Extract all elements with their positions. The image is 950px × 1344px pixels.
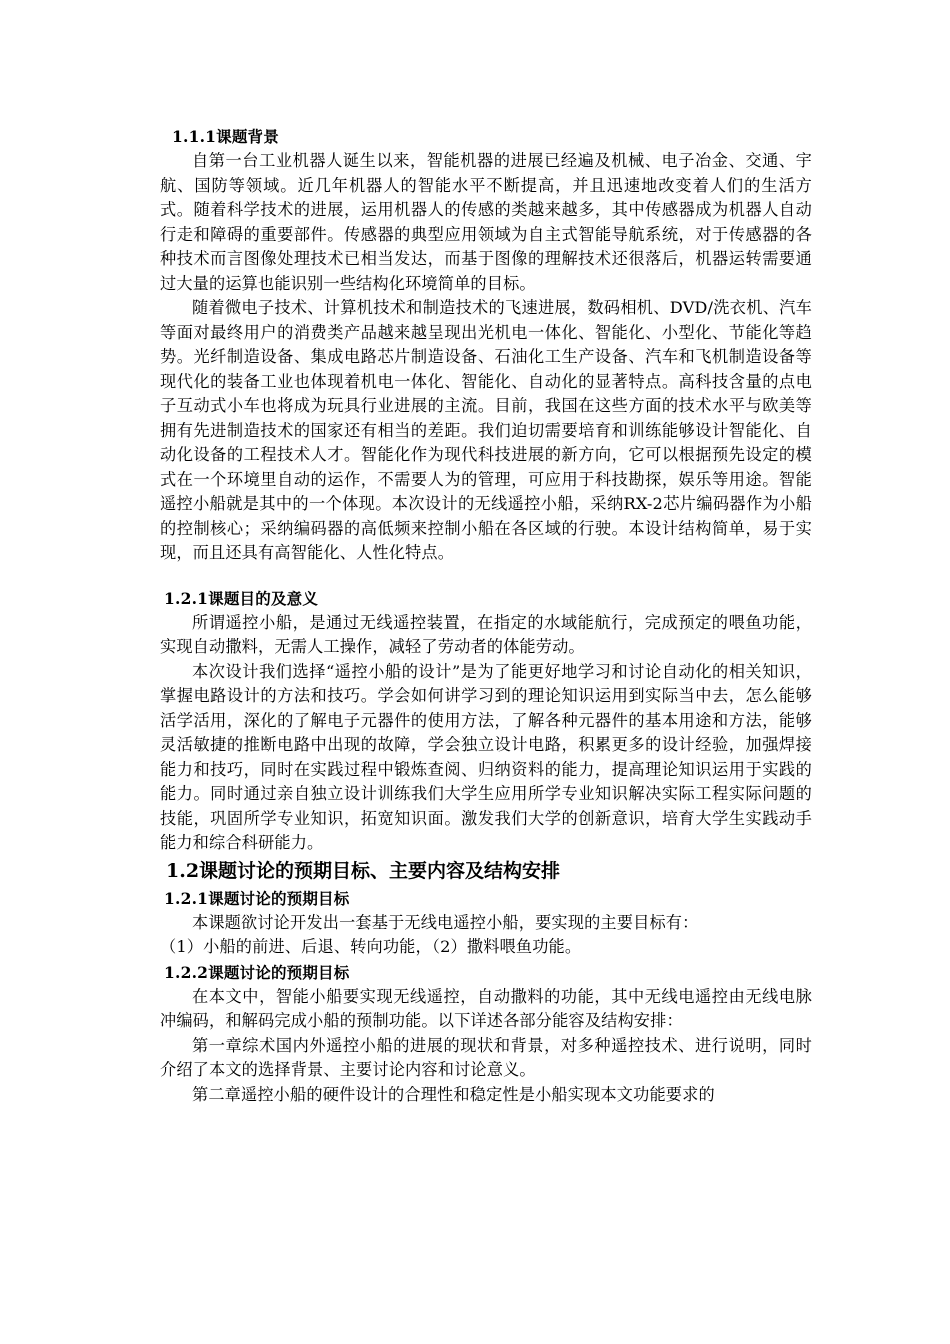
paragraph-background-1: 自第一台工业机器人诞生以来，智能机器的进展已经遍及机械、电子冶金、交通、宇航、国防等领域。近几年机器人的智能水平不断提高，并且迅速地改变着人们的生活方式。随着科学技术的进展，运用机器人的传感的类越来越多，其中传感器成为机器人自动行走和障碍的重要部件。传感器的典型应用领域为自主式智能导航系统，对于传感器的各种技术而言图像处理技术已相当发达，而基于图像的理解技术还很落后，机器运转需要通过大量的运算也能识别一些结构化环境简单的目标。 [160, 151, 812, 293]
paragraph-structure-2: 第一章综术国内外遥控小船的进展的现状和背景，对多种遥控技术、进行说明，同时介绍了本文的选择背景、主要讨论内容和讨论意义。 [160, 1035, 812, 1079]
paragraph-purpose-1: 所谓遥控小船，是通过无线遥控装置，在指定的水域能航行，完成预定的喂鱼功能，实现自动撒料，无需人工操作，减轻了劳动者的体能劳动。 [160, 612, 812, 656]
heading-1-2: 1.2课题讨论的预期目标、主要内容及结构安排 [166, 859, 561, 882]
paragraph-structure-1: 在本文中，智能小船要实现无线遥控，自动撒料的功能，其中无线电遥控由无线电脉冲编码，和解码完成小船的预制功能。以下详述各部分能容及结构安排： [160, 986, 812, 1030]
heading-1-2-1-goals: 1.2.1课题讨论的预期目标 [164, 888, 350, 908]
heading-1-1-1: 1.1.1课题背景 [172, 127, 279, 146]
spacer [160, 566, 812, 586]
paragraph-purpose-2: 本次设计我们选择“遥控小船的设计”是为了能更好地学习和讨论自动化的相关知识，掌握电路设计的方法和技巧。学会如何讲学习到的理论知识运用到实际当中去，怎么能够活学活用，深化的了解电子元器件的使用方法，了解各种元器件的基本用途和方法，能够灵活敏捷的推断电路中出现的故障，学会独立设计电路，积累更多的设计经验，加强焊接能力和技巧，同时在实践过程中锻炼查阅、归纳资料的能力，提高理论知识运用于实践的能力。同时通过亲自独立设计训练我们大学生应用所学专业知识解决实际工程实际问题的技能，巩固所学专业知识，拓宽知识面。激发我们大学的创新意识，培育大学生实践动手能力和综合科研能力。 [160, 661, 812, 852]
paragraph-background-2: 随着微电子技术、计算机技术和制造技术的飞速进展，数码相机、DVD/洗衣机、汽车等面对最终用户的消费类产品越来越呈现出光机电一体化、智能化、小型化、节能化等趋势。光纤制造设备、集成电路芯片制造设备、石油化工生产设备、汽车和飞机制造设备等现代化的装备工业也体现着机电一体化、智能化、自动化的显著特点。高科技含量的点电子互动式小车也将成为玩具行业进展的主流。目前，我国在这些方面的技术水平与欧美等拥有先进制造技术的国家还有相当的差距。我们迫切需要培育和训练能够设计智能化、自动化设备的工程技术人才。智能化作为现代科技进展的新方向，它可以根据预先设定的模式在一个环境里自动的运作，不需要人为的管理，可应用于科技勘探，娱乐等用途。智能遥控小船就是其中的一个体现。本次设计的无线遥控小船，采纳RX-2芯片编码器作为小船的控制核心；采纳编码器的高低频来控制小船在各区域的行驶。本设计结构简单，易于实现，而且还具有高智能化、人性化特点。 [160, 298, 812, 562]
paragraph-goals-1: 本课题欲讨论开发出一套基于无线电遥控小船，要实现的主要目标有： [192, 912, 699, 932]
heading-1-2-2: 1.2.2课题讨论的预期目标 [164, 962, 350, 982]
paragraph-structure-3: 第二章遥控小船的硬件设计的合理性和稳定性是小船实现本文功能要求的 [192, 1084, 715, 1104]
document-body [160, 124, 812, 1107]
paragraph-goals-2: （1）小船的前进、后退、转向功能，（2）撒料喂鱼功能。 [160, 937, 582, 956]
heading-1-2-1-purpose: 1.2.1课题目的及意义 [164, 588, 319, 608]
